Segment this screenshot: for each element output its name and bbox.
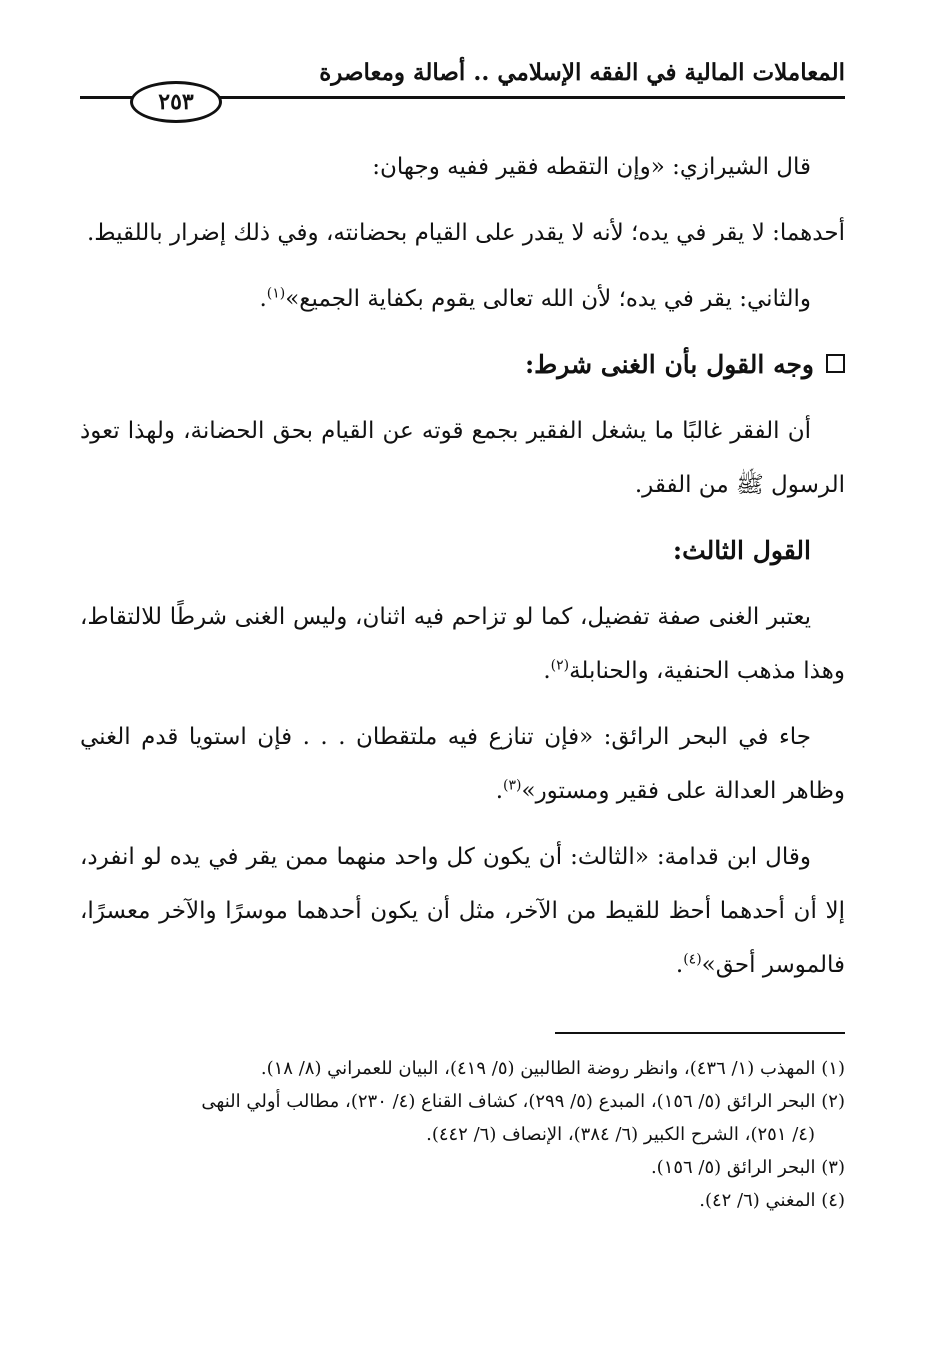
page-number: ٢٥٣ xyxy=(130,81,222,123)
paragraph-ibn-qudama xyxy=(80,830,845,992)
heading-text: القول الثالث: xyxy=(672,536,811,565)
paragraph-text: جاء في البحر الرائق: «فإن تنازع فيه ملتقطان . . . فإن استويا قدم الغني وظاهر العدالة على فقير ومستور» xyxy=(80,724,845,804)
paragraph-poverty xyxy=(80,404,845,512)
section-heading-third-view xyxy=(80,524,845,578)
footnote-rule xyxy=(555,1032,845,1034)
period: . xyxy=(259,286,267,312)
footnote-1: (١) المهذب (١/ ٤٣٦)، وانظر روضة الطالبين (٥/ ٤١٩)، البيان للعمراني (٨/ ١٨). xyxy=(260,1058,845,1079)
paragraph-text: أحدهما: لا يقر في يده؛ لأنه لا يقدر على القيام بحضانته، وفي ذلك إضرار باللقيط. xyxy=(86,220,845,246)
paragraph-text: يعتبر الغنى صفة تفضيل، كما لو تزاحم فيه اثنان، وليس الغنى شرطًا للالتقاط، وهذا مذهب الحنفية، والحنابلة xyxy=(80,604,845,684)
paragraph-second-view xyxy=(80,272,845,326)
period: . xyxy=(495,778,504,804)
paragraph-text: أن الفقر غالبًا ما يشغل الفقير بجمع قوته عن القيام بحق الحضانة، ولهذا تعوذ الرسول ﷺ من الفقر. xyxy=(80,418,845,498)
footnote-4: (٤) المغني (٦/ ٤٢). xyxy=(699,1190,845,1211)
period: . xyxy=(675,952,684,978)
paragraph-third-view xyxy=(80,590,845,698)
paragraph-first-view xyxy=(80,206,845,260)
paragraph-text: قال الشيرازي: «وإن التقطه فقير ففيه وجهان: xyxy=(372,154,811,180)
footnote-marker[interactable]: (١) xyxy=(266,285,286,302)
period: . xyxy=(543,658,551,684)
footnote-3: (٣) البحر الرائق (٥/ ١٥٦). xyxy=(650,1157,845,1178)
paragraph-shirazi xyxy=(80,140,845,194)
paragraph-text: وقال ابن قدامة: «الثالث: أن يكون كل واحد منهما ممن يقر في يده لو انفرد، إلا أن أحدهما أحظ للقيط من الآخر، مثل أن يكون أحدهما موسرًا والآخر معسرًا، فالموسر أحق» xyxy=(80,844,845,978)
footnote-marker[interactable]: (٤) xyxy=(683,951,702,968)
footnotes xyxy=(80,1052,845,1217)
footnote-marker[interactable]: (٣) xyxy=(503,777,522,794)
footnote-2: (٢) البحر الرائق (٥/ ١٥٦)، المبدع (٥/ ٢٩٩)، كشاف القناع (٤/ ٢٣٠)، مطالب أولي النهى xyxy=(201,1091,845,1112)
heading-text: وجه القول بأن الغنى شرط: xyxy=(524,350,814,379)
footnote-marker[interactable]: (٢) xyxy=(550,657,570,674)
paragraph-bahr-raiq xyxy=(80,710,845,818)
body-text xyxy=(80,140,845,1004)
section-heading-wealth-condition xyxy=(80,338,845,392)
footnote-2-continued: (٤/ ٢٥١)، الشرح الكبير (٦/ ٣٨٤)، الإنصاف (٦/ ٤٤٢). xyxy=(426,1124,815,1145)
paragraph-text: والثاني: يقر في يده؛ لأن الله تعالى يقوم بكفاية الجميع» xyxy=(285,286,811,312)
running-title: المعاملات المالية في الفقه الإسلامي .. أصالة ومعاصرة xyxy=(319,59,845,86)
